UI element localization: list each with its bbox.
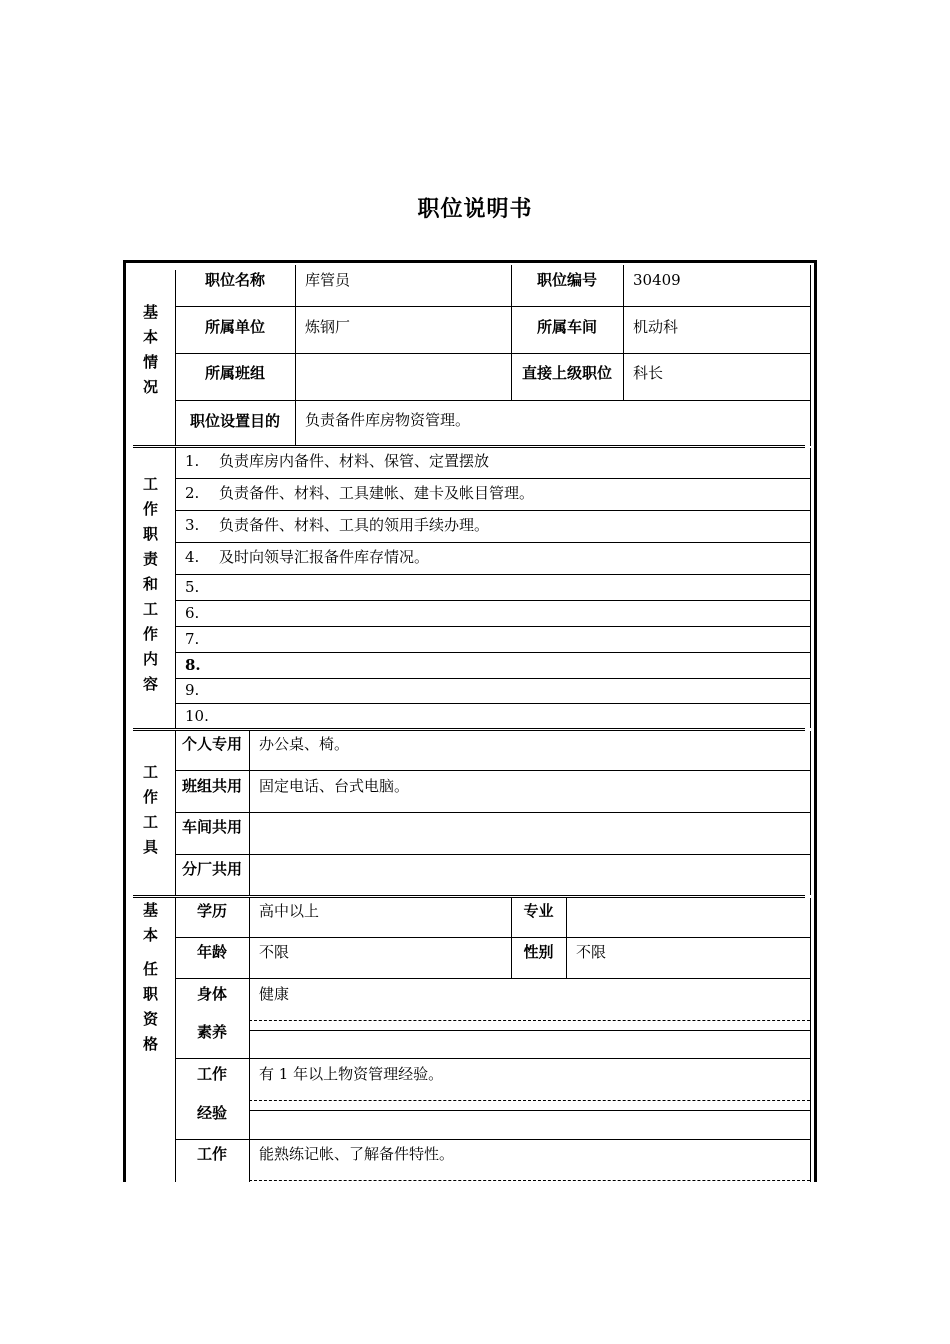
duty-item: 2. 负责备件、材料、工具建帐、建卡及帐目管理。 (185, 484, 535, 502)
section-basic-info-label (126, 300, 175, 400)
gender-value: 不限 (576, 943, 607, 961)
vertical-label-char: 作 (142, 788, 158, 806)
duty-item: 10. (185, 707, 209, 725)
vertical-label-char: 基 (142, 901, 158, 919)
duty-item: 4. 及时向领导汇报备件库存情况。 (185, 548, 430, 566)
position-code-label: 职位编号 (536, 271, 597, 289)
vertical-label-char: 和 (142, 575, 158, 593)
experience-label-line2: 经验 (196, 1104, 227, 1122)
age-label: 年龄 (196, 943, 227, 961)
job-description-table (123, 260, 817, 1182)
workshop-label: 所属车间 (536, 318, 597, 336)
age-value: 不限 (259, 943, 290, 961)
vertical-label-char: 任 (142, 960, 158, 978)
position-name-label: 职位名称 (204, 271, 265, 289)
vertical-label-char: 具 (142, 838, 158, 856)
vertical-label-char: 职 (142, 525, 158, 543)
position-name-value: 库管员 (305, 271, 351, 289)
tool-label-personal: 个人专用 (181, 735, 242, 753)
section-duties-label (126, 472, 175, 697)
tool-label-team: 班组共用 (181, 777, 242, 795)
vertical-label-char: 作 (142, 500, 158, 518)
tool-label-workshop: 车间共用 (181, 818, 242, 836)
physical-label-line2: 素养 (196, 1023, 227, 1041)
experience-value: 有 1 年以上物资管理经验。 (259, 1065, 444, 1083)
major-label: 专业 (523, 902, 554, 920)
duty-item: 1. 负责库房内备件、材料、保管、定置摆放 (185, 452, 490, 470)
unit-label: 所属单位 (204, 318, 265, 336)
vertical-label-char: 格 (142, 1035, 158, 1053)
vertical-label-char: 况 (142, 378, 158, 396)
gender-label: 性别 (523, 943, 554, 961)
vertical-label-char: 本 (142, 328, 158, 346)
vertical-label-char: 工 (142, 475, 158, 493)
duty-item: 9. (185, 681, 200, 699)
superior-value: 科长 (633, 364, 664, 382)
section-tools-label (126, 760, 175, 860)
vertical-label-char: 资 (142, 1010, 158, 1028)
vertical-label-text (126, 472, 175, 697)
purpose-label: 职位设置目的 (189, 412, 280, 430)
vertical-label-char: 基 (142, 303, 158, 321)
physical-value: 健康 (259, 985, 290, 1003)
team-label: 所属班组 (204, 364, 265, 382)
vertical-label-char: 工 (142, 600, 158, 618)
section-qualifications-label (126, 898, 175, 1057)
physical-label-line1: 身体 (196, 985, 227, 1003)
vertical-label-char: 内 (142, 650, 158, 668)
superior-label: 直接上级职位 (521, 364, 612, 382)
vertical-label-char: 情 (142, 353, 158, 371)
table-right-border (814, 260, 817, 1182)
vertical-label-char: 本 (142, 926, 158, 944)
tool-value-team: 固定电话、台式电脑。 (259, 777, 410, 795)
skill-value: 能熟练记帐、了解备件特性。 (259, 1145, 455, 1163)
position-code-value: 30409 (633, 271, 681, 289)
vertical-label-char: 责 (142, 550, 158, 568)
tool-value-personal: 办公桌、椅。 (259, 735, 350, 753)
duty-item: 3. 负责备件、材料、工具的领用手续办理。 (185, 516, 490, 534)
vertical-label-text (126, 760, 175, 860)
experience-label-line1: 工作 (196, 1065, 227, 1083)
duty-item: 6. (185, 604, 200, 622)
vertical-label-char: 职 (142, 985, 158, 1003)
workshop-value: 机动科 (633, 318, 679, 336)
table-top-border (123, 260, 817, 263)
skill-label: 工作 (196, 1145, 227, 1163)
vertical-label-char: 工 (142, 763, 158, 781)
unit-value: 炼钢厂 (305, 318, 351, 336)
document-title: 职位说明书 (417, 197, 533, 222)
duty-item: 7. (185, 630, 200, 648)
purpose-value: 负责备件库房物资管理。 (305, 411, 471, 429)
vertical-label-char: 容 (142, 675, 158, 693)
duty-item: 8. (185, 656, 201, 674)
vertical-label-text (126, 898, 175, 1057)
education-label: 学历 (196, 902, 227, 920)
duty-item: 5. (185, 578, 200, 596)
vertical-label-text (126, 300, 175, 400)
tool-label-branch: 分厂共用 (181, 860, 242, 878)
vertical-label-char: 作 (142, 625, 158, 643)
education-value: 高中以上 (259, 902, 320, 920)
vertical-label-char: 工 (142, 813, 158, 831)
